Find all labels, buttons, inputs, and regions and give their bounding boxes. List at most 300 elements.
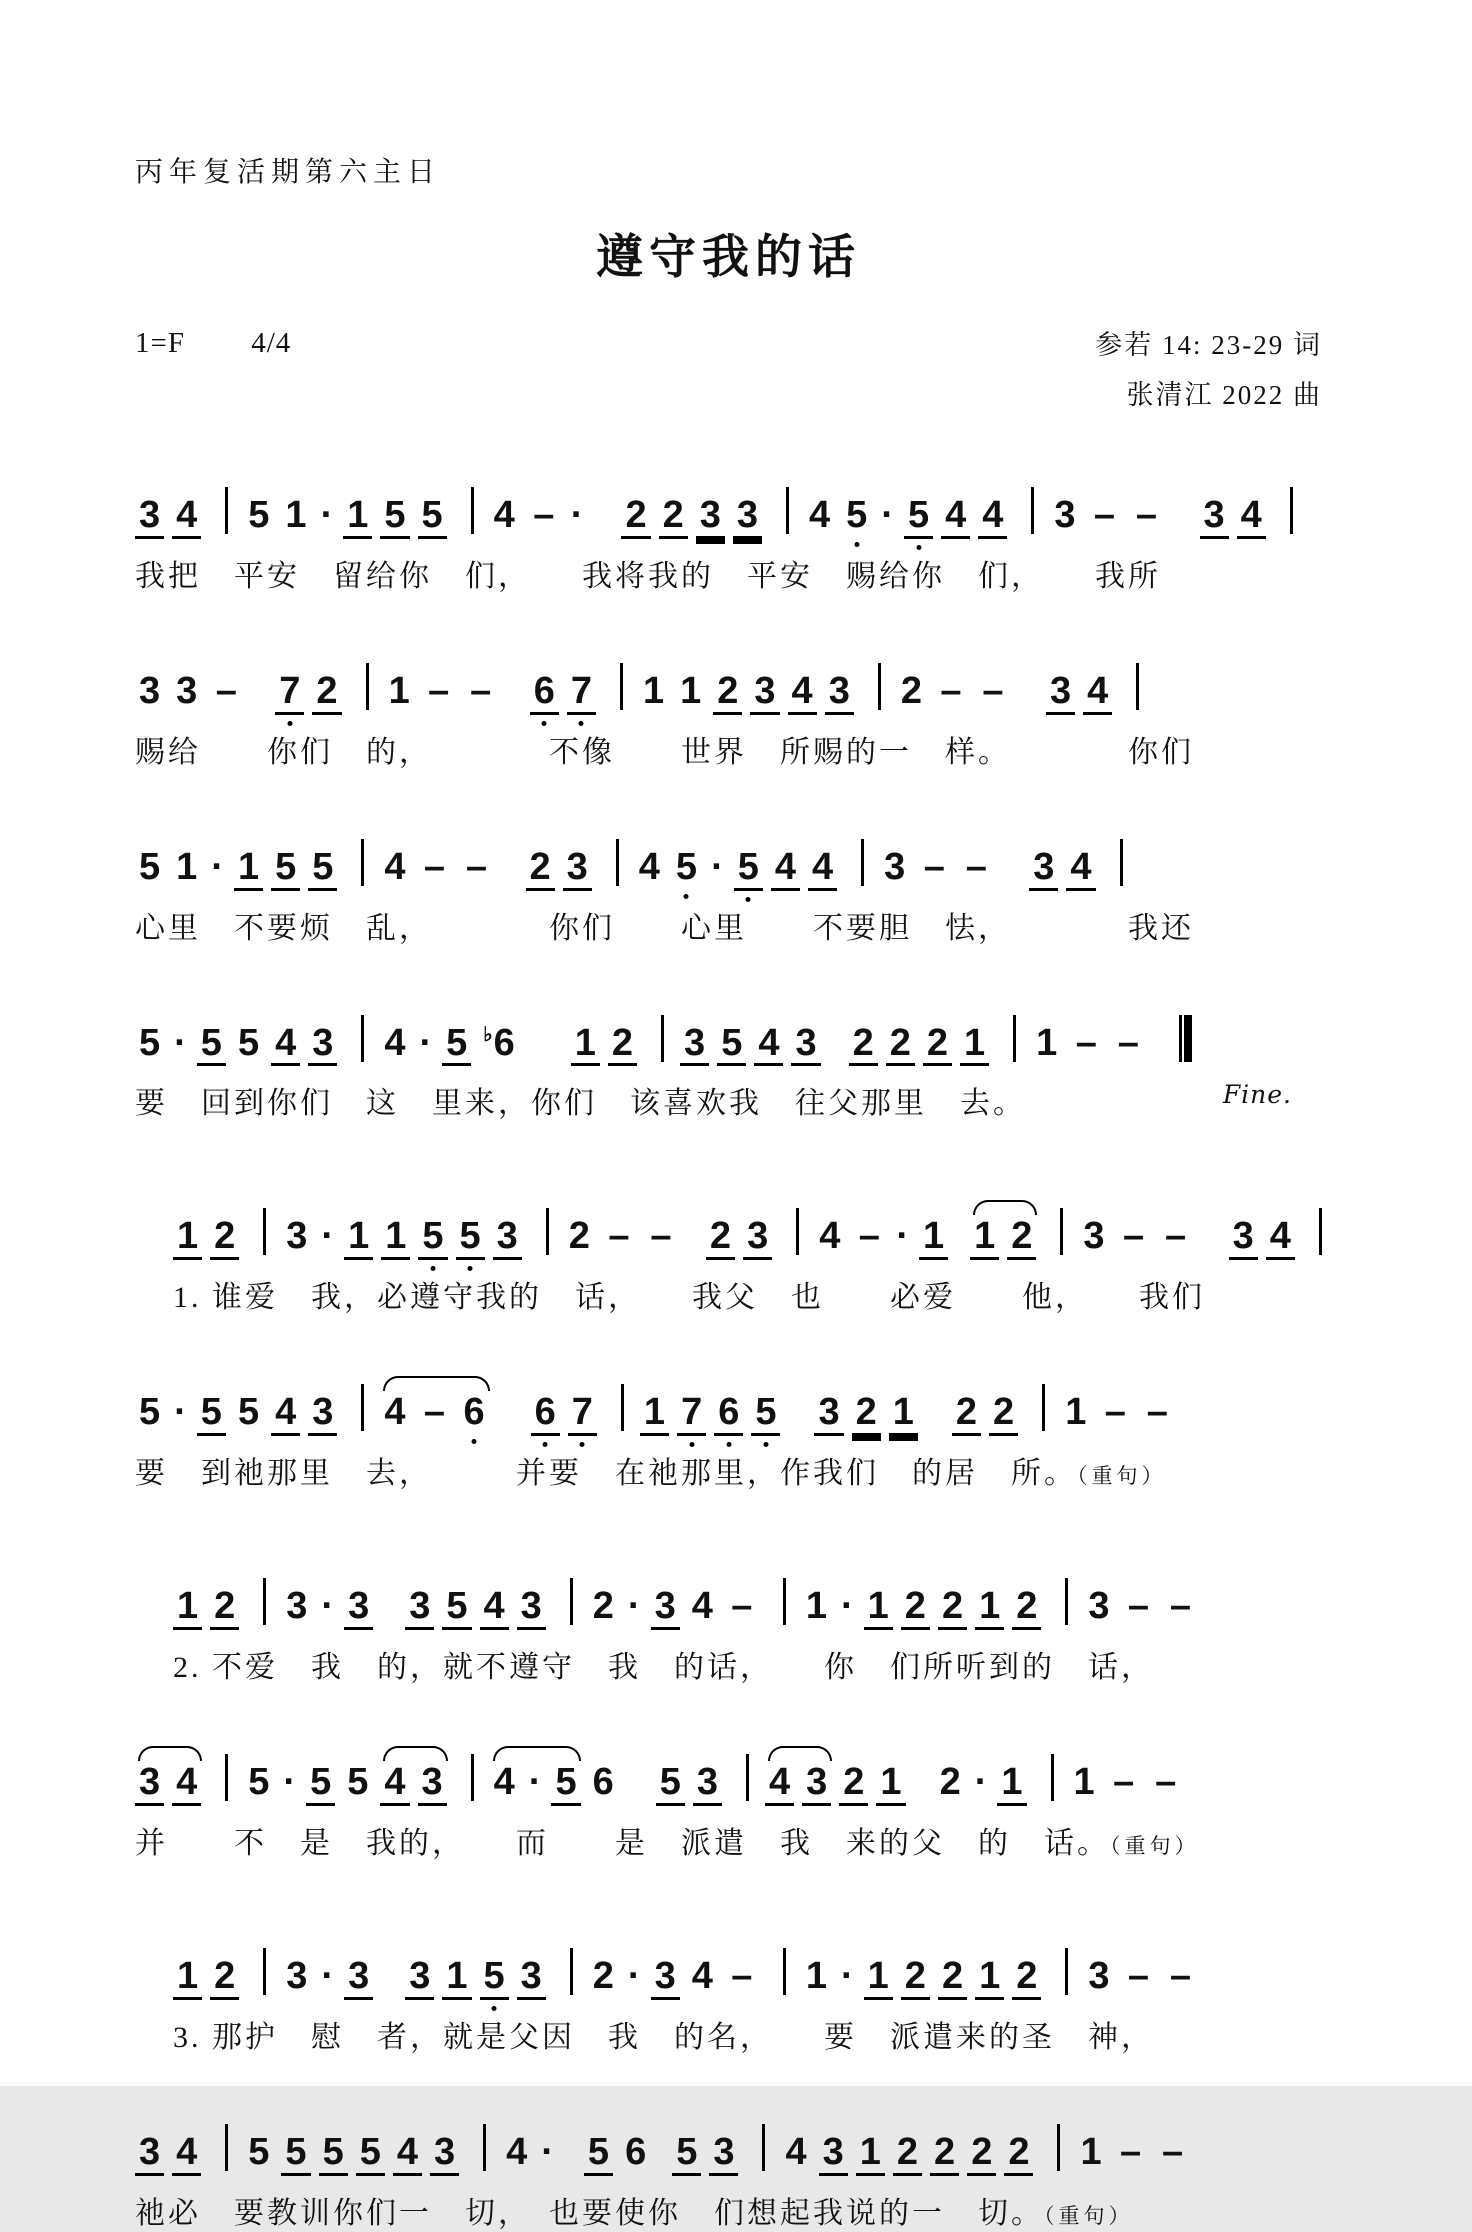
note-number: 6 (460, 1393, 489, 1433)
note-number: 4 (819, 1215, 841, 1258)
barline (361, 1384, 364, 1431)
note-dash: – (428, 669, 450, 712)
note-dot: · (627, 1585, 641, 1628)
note-number: 5 (734, 848, 763, 891)
note-dash: – (1164, 1215, 1187, 1258)
note-number: 5 (306, 1763, 335, 1806)
note-dash: – (731, 1955, 753, 1997)
barline (1051, 1754, 1054, 1801)
barline (471, 1754, 474, 1801)
note-number: 2 (939, 1761, 961, 1804)
lyrics-row (135, 903, 1322, 947)
barline (225, 2124, 228, 2171)
note-number: 3 (135, 496, 164, 539)
note-number: 3 (750, 672, 779, 715)
lyrics-text: 要 回到你们 这 里来，你们 该喜欢我 往父那里 去。 (135, 1087, 1026, 1121)
note-number: 1 (176, 845, 198, 888)
score (135, 465, 1322, 2232)
note-number: 5 (271, 848, 300, 891)
note-number: 3 (418, 1763, 447, 1806)
score-line (135, 1732, 1322, 1862)
lyrics-row (135, 551, 1322, 595)
slur-arc (973, 1200, 1036, 1215)
barline (661, 1015, 664, 1062)
note-number: 1 (1036, 1021, 1058, 1064)
note-dot: · (174, 1391, 187, 1434)
note-number: 5 (672, 2133, 701, 2176)
note-number: 5 (248, 493, 270, 536)
repeat-annotation: （重句） (1077, 1464, 1167, 1489)
note-number: 4 (638, 845, 660, 888)
note-number: 2 (930, 2133, 959, 2176)
note-number: 3 (176, 669, 198, 712)
note-number: 2 (1012, 1957, 1041, 2000)
barline (483, 2124, 486, 2171)
note-number: 4 (172, 1763, 201, 1806)
note-dash: – (1120, 2130, 1142, 2173)
notes-row (173, 1926, 1322, 2000)
note-number: 3 (135, 2133, 164, 2176)
note-dash: – (1127, 1955, 1150, 1997)
note-dash: – (1127, 1585, 1150, 1628)
note-number: 5 (281, 2133, 310, 2176)
note-number: 3 (286, 1955, 308, 1997)
note-dot: · (321, 1955, 335, 1997)
note-number: 3 (493, 1217, 522, 1260)
note-number: 4 (691, 1585, 713, 1628)
notes-row (135, 1732, 1322, 1806)
barline (783, 1578, 786, 1625)
note-number: 5 (480, 1957, 509, 2000)
note-number: 3 (517, 1587, 546, 1630)
note-number: 4 (754, 1024, 783, 1067)
note-dot: · (321, 1585, 335, 1628)
note-number: 3 (286, 1585, 308, 1628)
note-number: 2 (1004, 2133, 1033, 2176)
note-number: 6 (531, 1393, 560, 1436)
note-number: 2 (938, 1957, 967, 2000)
note-number: 3 (344, 1957, 373, 2000)
note-number: 2 (1012, 1587, 1041, 1630)
credits (1095, 321, 1322, 421)
barline (546, 1208, 549, 1255)
note-dot: · (211, 845, 224, 888)
note-number: 1 (805, 1585, 827, 1628)
note-number: 5 (418, 1217, 447, 1260)
barline (1290, 487, 1293, 534)
note-number: 1 (642, 669, 665, 712)
note-number: 2 (706, 1217, 735, 1260)
note-number: 1 (1080, 2130, 1102, 2173)
note-number: 1 (388, 669, 410, 712)
score-line (135, 465, 1322, 595)
note-number: 5 (319, 2133, 348, 2176)
slur-arc (383, 1376, 489, 1391)
note-number: 3 (696, 496, 725, 539)
note-number: 4 (480, 1587, 509, 1630)
note-number: 2 (852, 1393, 881, 1436)
note-number: 1 (381, 1217, 410, 1260)
note-number: 2 (608, 1024, 637, 1067)
barline (1057, 2124, 1060, 2171)
note-number: 3 (802, 1763, 831, 1806)
note-number: 2 (901, 1957, 930, 2000)
note-number: 5 (418, 496, 447, 539)
note-number: 4 (1083, 672, 1112, 715)
note-number: 2 (210, 1217, 239, 1260)
note-dash: – (940, 669, 962, 712)
note-number: 4 (384, 1391, 406, 1434)
barline (361, 839, 364, 886)
note-number: 2 (900, 669, 922, 712)
note-number: 4 (1066, 848, 1095, 891)
note-number: 2 (210, 1587, 239, 1630)
note-number: 4 (808, 848, 837, 891)
note-number: 3 (308, 1393, 337, 1436)
note-dot: · (283, 1761, 297, 1804)
note-number: 1 (1065, 1391, 1087, 1434)
note-number: 1 (442, 1957, 471, 2000)
note-number: 3 (135, 1763, 164, 1806)
note-number: 3 (733, 496, 762, 539)
note-number: 5 (197, 1393, 226, 1436)
barline (878, 663, 881, 710)
note-number: 6 (530, 672, 559, 715)
note-number: 5 (248, 2130, 270, 2173)
note-number: 2 (849, 1024, 878, 1067)
slur-arc (383, 1746, 447, 1761)
note-dot: · (881, 493, 894, 536)
lyrics-row (135, 2188, 1322, 2232)
note-number: 1 (640, 1393, 669, 1436)
note-number: 3 (286, 1215, 308, 1258)
note-number: 1 (864, 1587, 893, 1630)
note-number: 3 (1088, 1585, 1110, 1628)
note-number: 4 (691, 1955, 713, 1997)
note-dot: · (841, 1585, 854, 1628)
note-number: 2 (901, 1587, 930, 1630)
note-number: 4 (271, 1024, 300, 1067)
lyrics-text: 祂必 要教训你们一 切， 也要使你 们想起我说的一 切。 (135, 2196, 1044, 2230)
note-number: 1 (864, 1957, 893, 2000)
note-number: 1 (680, 669, 702, 712)
note-number: 4 (785, 2130, 807, 2173)
note-number: 1 (344, 1217, 373, 1260)
note-number: 3 (563, 848, 592, 891)
note-dash: – (470, 669, 492, 712)
note-number: 2 (568, 1215, 590, 1258)
note-number: 3 (344, 1587, 373, 1630)
key-meter (135, 321, 291, 360)
notes-row (135, 1362, 1322, 1436)
repeat-annotation: （重句） (1044, 2203, 1134, 2228)
time-signature: 4/4 (251, 327, 292, 359)
lyrics-credit: 参若 14: 23-29 词 (1095, 330, 1322, 360)
note-dot: · (711, 845, 724, 888)
repeat-annotation: （重句） (1110, 1834, 1200, 1858)
note-dash: – (1104, 1391, 1126, 1434)
note-number: 3 (651, 1957, 680, 2000)
notes-row (135, 817, 1322, 891)
note-number: 5 (139, 845, 161, 888)
barline (1031, 487, 1034, 534)
barline (263, 1208, 266, 1255)
note-number: 1 (889, 1393, 918, 1436)
note-number: 2 (893, 2133, 922, 2176)
note-dash: – (215, 669, 237, 712)
lyrics-text: 2. 不爱 我 的，就不遵守 我 的话， 你 们所听到的 话， (173, 1651, 1154, 1685)
note-number: 3 (430, 2133, 459, 2176)
notes-row (135, 641, 1322, 715)
note-number: 3 (825, 672, 854, 715)
note-number: 2 (952, 1393, 981, 1436)
note-dash: – (533, 493, 555, 536)
note-number: 4 (941, 496, 970, 539)
note-number: 1 (1073, 1761, 1095, 1804)
note-number: 2 (1007, 1217, 1036, 1260)
barline (225, 487, 228, 534)
score-line (135, 817, 1322, 947)
note-number: 4 (493, 493, 515, 536)
note-number: 3 (1029, 848, 1058, 891)
barline (263, 1948, 266, 1995)
note-number: 1 (343, 496, 372, 539)
note-dot: · (974, 1761, 988, 1804)
lyrics-row (135, 727, 1322, 771)
barline (861, 839, 864, 886)
score-line (135, 1362, 1322, 1492)
note-number: 7 (275, 672, 304, 715)
note-dash: – (1162, 2130, 1184, 2173)
note-number: 1 (571, 1024, 600, 1067)
note-number: 4 (172, 2133, 201, 2176)
note-number: 3 (651, 1587, 680, 1630)
note-dash: – (1093, 493, 1116, 536)
note-number: 5 (356, 2133, 385, 2176)
note-number: 6 (625, 2130, 647, 2173)
note-number: 7 (567, 672, 596, 715)
note-number: 2 (526, 848, 555, 891)
note-dash: – (1169, 1585, 1192, 1628)
note-number: 1 (234, 848, 263, 891)
note-dash: – (1122, 1215, 1145, 1258)
note-dash: – (650, 1215, 672, 1258)
note-dot: · (419, 1021, 433, 1064)
note-number: 7 (568, 1393, 597, 1436)
note-dash: – (1146, 1391, 1168, 1434)
note-dash: – (982, 669, 1004, 712)
note-number: 5 (197, 1024, 226, 1067)
barline (1319, 1208, 1322, 1255)
score-line (135, 1556, 1322, 1686)
note-number: 4 (172, 496, 201, 539)
note-number: 4 (393, 2133, 422, 2176)
note-number: 3 (308, 1024, 337, 1067)
barline (616, 839, 619, 886)
note-number: 1 (919, 1217, 948, 1260)
notes-row (173, 1186, 1322, 1260)
slur-arc (768, 1746, 831, 1761)
note-number: 4 (765, 1763, 794, 1806)
barline (570, 1578, 573, 1625)
note-number: 3 (405, 1587, 434, 1630)
lyrics-text: 要 到祂那里 去， 并要 在祂那里，作我们 的居 所。 (135, 1457, 1077, 1491)
lyrics-text: 心里 不要烦 乱， 你们 心里 不要胆 怯， 我还 (135, 911, 1194, 945)
note-number: 4 (271, 1393, 300, 1436)
note-number: 5 (308, 848, 337, 891)
note-number: 5 (139, 1391, 161, 1434)
note-number: 3 (819, 2133, 848, 2176)
fine-mark: Fine. (1222, 1080, 1292, 1110)
note-number: 4 (809, 493, 831, 536)
note-number: 5 (672, 848, 701, 888)
note-number: 4 (384, 845, 406, 888)
note-number: ♭6 (483, 1021, 515, 1064)
note-number: 4 (771, 848, 800, 891)
barline (263, 1578, 266, 1625)
final-barline-icon (1179, 1015, 1192, 1062)
barline (570, 1948, 573, 1995)
note-number: 1 (285, 493, 307, 536)
note-number: 1 (975, 1587, 1004, 1630)
note-number: 2 (312, 672, 341, 715)
barline (620, 663, 623, 710)
slur-arc (138, 1746, 201, 1761)
note-number: 1 (856, 2133, 885, 2176)
note-number: 4 (493, 1761, 515, 1804)
note-dash: – (1169, 1955, 1192, 1997)
note-number: 3 (884, 845, 906, 888)
note-dash: – (923, 845, 945, 888)
note-number: 5 (656, 1763, 685, 1806)
note-number: 3 (1046, 672, 1075, 715)
note-number: 3 (1229, 1217, 1258, 1260)
note-number: 4 (978, 496, 1007, 539)
note-number: 3 (693, 1763, 722, 1806)
note-number: 2 (210, 1957, 239, 2000)
note-dot: · (321, 1215, 335, 1258)
note-number: 3 (1200, 496, 1229, 539)
barline (1013, 1015, 1016, 1062)
note-dot: · (841, 1955, 854, 1997)
barline (796, 1208, 799, 1255)
barline (786, 487, 789, 534)
note-number: 4 (1237, 496, 1266, 539)
note-number: 1 (997, 1763, 1026, 1806)
note-number: 5 (237, 1391, 260, 1434)
note-dot: · (541, 2130, 554, 2173)
barline (1042, 1384, 1045, 1431)
lyrics-row (135, 1078, 1322, 1122)
note-number: 5 (551, 1763, 580, 1806)
barline (361, 1015, 364, 1062)
note-dash: – (1155, 1761, 1177, 1804)
note-number: 3 (680, 1024, 709, 1067)
note-number: 5 (904, 496, 933, 539)
notes-row (135, 993, 1322, 1067)
note-number: 5 (442, 1587, 471, 1630)
note-number: 4 (506, 2130, 528, 2173)
note-number: 3 (1054, 493, 1076, 536)
score-line (135, 993, 1322, 1123)
note-number: 4 (384, 1021, 406, 1064)
note-number: 5 (456, 1217, 485, 1260)
note-number: 1 (173, 1217, 202, 1260)
note-number: 2 (923, 1024, 952, 1067)
note-dash: – (858, 1215, 880, 1258)
lyrics-text: 并 不 是 我的， 而 是 派遣 我 来的父 的 话。 (135, 1827, 1110, 1860)
note-number: 3 (1088, 1955, 1110, 1997)
key-signature: 1=F (135, 327, 185, 359)
note-number: 4 (380, 1763, 409, 1806)
notes-row (135, 465, 1322, 539)
note-number: 1 (173, 1957, 202, 2000)
note-dash: – (1075, 1021, 1097, 1064)
note-number: 7 (677, 1393, 706, 1436)
note-number: 2 (621, 496, 650, 539)
note-number: 3 (1083, 1215, 1105, 1258)
song-title: 遵守我的话 (596, 230, 861, 283)
note-dash: – (965, 845, 987, 888)
music-credit: 张清江 2022 曲 (1126, 379, 1322, 410)
note-number: 3 (814, 1393, 843, 1436)
note-dash: – (465, 845, 488, 888)
note-number: 5 (248, 1761, 270, 1804)
note-number: 2 (839, 1763, 868, 1806)
note-number: 4 (788, 672, 817, 715)
note-number: 2 (938, 1587, 967, 1630)
note-number: 1 (876, 1763, 905, 1806)
score-line (135, 1186, 1322, 1316)
note-dot: · (174, 1021, 187, 1064)
meta-row (135, 321, 1322, 421)
note-number: 3 (743, 1217, 772, 1260)
note-dash: – (1113, 1761, 1135, 1804)
barline (746, 1754, 749, 1801)
barline (1065, 1948, 1068, 1995)
note-dot: · (320, 493, 334, 536)
note-number: 2 (659, 496, 688, 539)
note-number: 2 (989, 1393, 1018, 1436)
lyrics-row (135, 1818, 1322, 1862)
note-number: 4 (1266, 1217, 1295, 1260)
barline (762, 2124, 765, 2171)
note-dash: – (608, 1215, 630, 1258)
barline (1060, 1208, 1063, 1255)
note-number: 1 (970, 1217, 999, 1260)
note-number: 5 (380, 496, 409, 539)
liturgical-subtitle: 丙年复活期第六主日 (135, 157, 442, 188)
note-number: 5 (584, 2133, 613, 2176)
note-number: 3 (405, 1957, 434, 2000)
note-number: 3 (139, 669, 161, 712)
lyrics-row (173, 1272, 1322, 1316)
note-dot: · (627, 1955, 641, 1997)
note-dash: – (731, 1585, 753, 1628)
barline (1136, 663, 1139, 710)
note-number: 1 (960, 1024, 989, 1067)
note-dot: · (570, 493, 584, 536)
note-number: 3 (791, 1024, 820, 1067)
notes-row (173, 1556, 1322, 1630)
lyrics-text: 1. 谁爱 我，必遵守我的 话， 我父 也 必爱 他， 我们 (173, 1281, 1205, 1315)
lyrics-row (173, 2012, 1322, 2056)
note-number: 1 (805, 1955, 827, 1997)
note-dash: – (1117, 1021, 1139, 1064)
note-number: 5 (442, 1024, 471, 1067)
note-number: 5 (717, 1024, 746, 1067)
barline (471, 487, 474, 534)
